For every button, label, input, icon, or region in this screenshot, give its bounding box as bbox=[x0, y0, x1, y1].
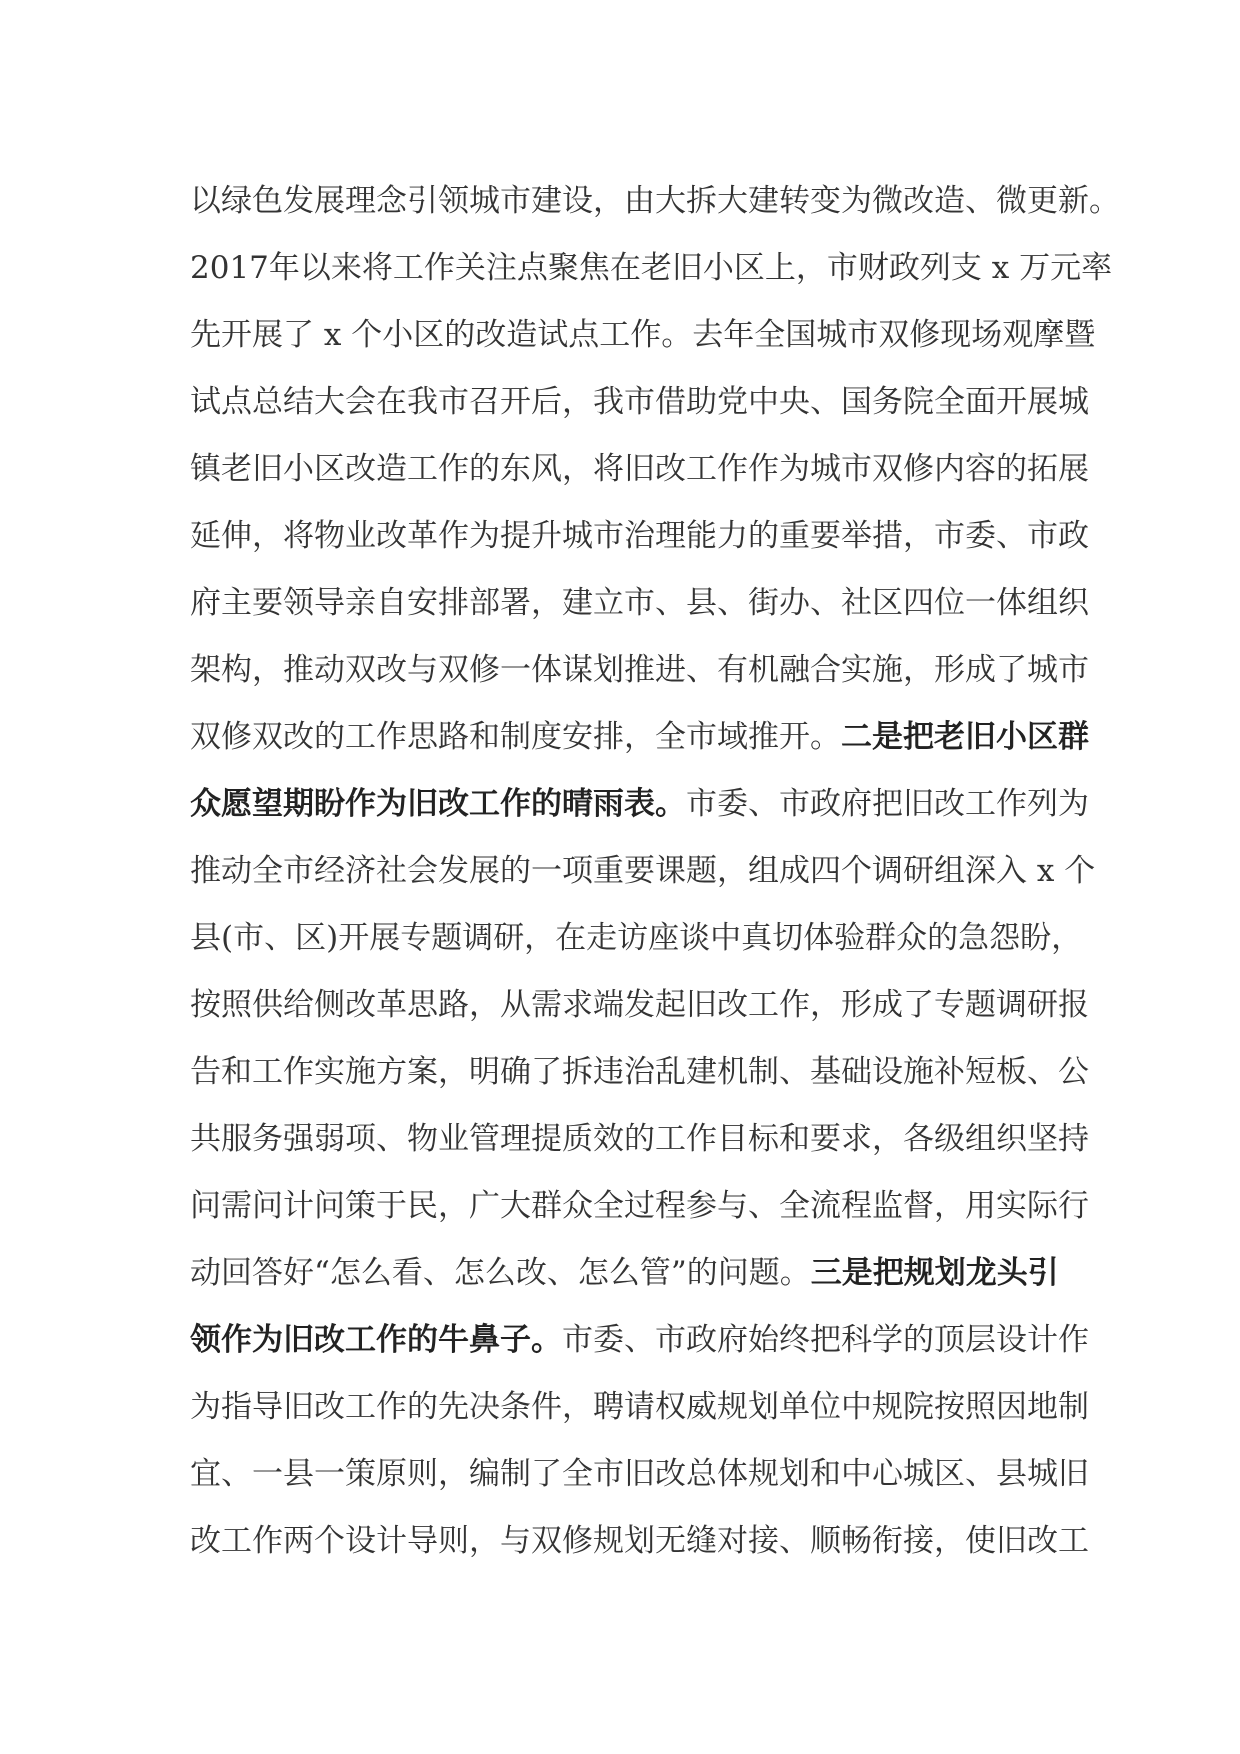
bold-text-segment: 三是把规划龙头引 bbox=[810, 1255, 1059, 1291]
text-segment: 双修双改的工作思路和制度安排，全市域推开。 bbox=[190, 719, 841, 755]
text-segment: 试点总结大会在我市召开后，我市借助党中央、国务院全面开展城 bbox=[190, 384, 1089, 420]
bold-text-segment: 二是把老旧小区群 bbox=[841, 719, 1089, 755]
text-segment: 按照供给侧改革思路，从需求端发起旧改工作，形成了专题调研报 bbox=[190, 987, 1089, 1023]
text-segment: 以绿色发展理念引领城市建设，由大拆大建转变为微改造、微更新。 bbox=[190, 183, 1120, 219]
text-segment: 为指导旧改工作的先决条件，聘请权威规划单位中规院按照因地制 bbox=[190, 1389, 1089, 1425]
text-segment: 2017年以来将工作关注点聚焦在老旧小区上，市财政列支 x 万元率 bbox=[190, 250, 1113, 286]
text-segment: 改工作两个设计导则，与双修规划无缝对接、顺畅衔接，使旧改工 bbox=[190, 1523, 1089, 1559]
text-segment: 架构，推动双改与双修一体谋划推进、有机融合实施，形成了城市 bbox=[190, 652, 1089, 688]
text-segment: 府主要领导亲自安排部署，建立市、县、街办、社区四位一体组织 bbox=[190, 585, 1089, 621]
text-line bbox=[190, 771, 1089, 838]
text-line bbox=[190, 1106, 1089, 1173]
text-segment: 共服务强弱项、物业管理提质效的工作目标和要求，各级组织坚持 bbox=[190, 1121, 1089, 1157]
text-segment: 市委、市政府始终把科学的顶层设计作 bbox=[562, 1322, 1089, 1358]
text-line bbox=[190, 235, 1113, 302]
text-line bbox=[190, 503, 1089, 570]
text-segment: 宜、一县一策原则，编制了全市旧改总体规划和中心城区、县城旧 bbox=[190, 1456, 1089, 1492]
text-line bbox=[190, 570, 1089, 637]
text-line bbox=[190, 302, 1096, 369]
text-line bbox=[190, 168, 1120, 235]
text-line bbox=[190, 838, 1096, 905]
text-segment: 市委、市政府把旧改工作列为 bbox=[686, 786, 1089, 822]
body-text bbox=[190, 168, 1120, 1575]
text-segment: 延伸，将物业改革作为提升城市治理能力的重要举措，市委、市政 bbox=[190, 518, 1089, 554]
text-segment: 推动全市经济社会发展的一项重要课题，组成四个调研组深入 x 个 bbox=[190, 853, 1096, 889]
text-line bbox=[190, 704, 1089, 771]
text-line bbox=[190, 1039, 1089, 1106]
text-line bbox=[190, 1173, 1089, 1240]
text-segment: 县(市、区)开展专题调研，在走访座谈中真切体验群众的急怨盼， bbox=[190, 920, 1083, 956]
text-line bbox=[190, 1508, 1089, 1575]
text-line bbox=[190, 1240, 1060, 1307]
text-line bbox=[190, 637, 1089, 704]
text-line bbox=[190, 436, 1089, 503]
text-line bbox=[190, 905, 1083, 972]
text-line bbox=[190, 972, 1089, 1039]
text-segment: 问需问计问策于民，广大群众全过程参与、全流程监督，用实际行 bbox=[190, 1188, 1089, 1224]
text-segment: 动回答好“怎么看、怎么改、怎么管”的问题。 bbox=[190, 1255, 811, 1291]
text-segment: 先开展了 x 个小区的改造试点工作。去年全国城市双修现场观摩暨 bbox=[190, 317, 1096, 353]
text-line bbox=[190, 1441, 1089, 1508]
bold-text-segment: 众愿望期盼作为旧改工作的晴雨表。 bbox=[190, 786, 686, 822]
text-segment: 镇老旧小区改造工作的东风，将旧改工作作为城市双修内容的拓展 bbox=[190, 451, 1089, 487]
text-line bbox=[190, 1307, 1089, 1374]
text-line bbox=[190, 1374, 1089, 1441]
bold-text-segment: 领作为旧改工作的牛鼻子。 bbox=[190, 1322, 562, 1358]
text-segment: 告和工作实施方案，明确了拆违治乱建机制、基础设施补短板、公 bbox=[190, 1054, 1089, 1090]
text-line bbox=[190, 369, 1089, 436]
